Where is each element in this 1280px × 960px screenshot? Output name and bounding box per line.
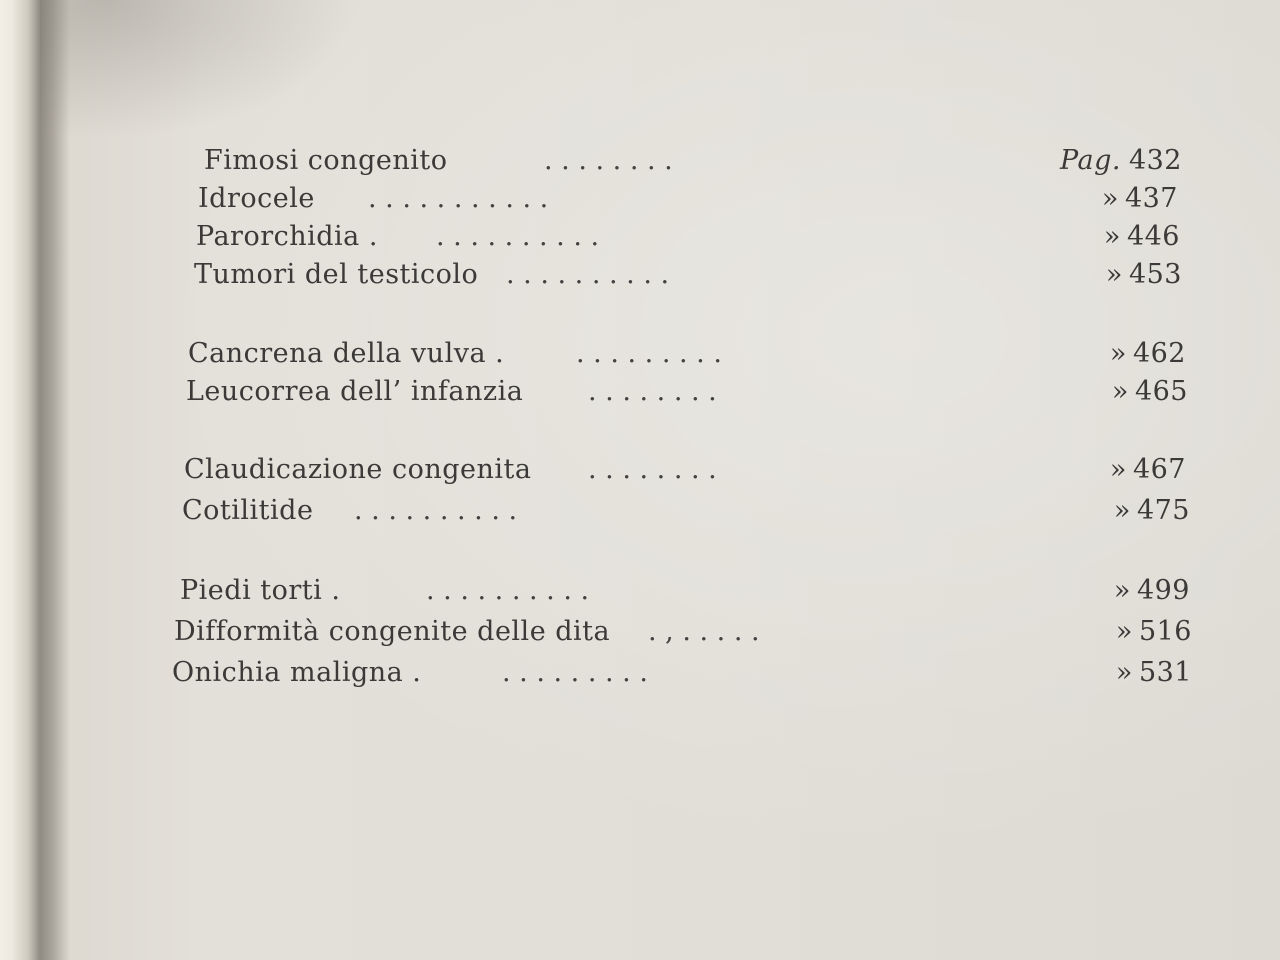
- dot-leader: . . . . . . . .: [544, 145, 673, 176]
- entry-title: Parorchidia .: [196, 221, 378, 252]
- ditto-mark: »: [1103, 221, 1121, 252]
- entry-title: Onichia maligna .: [172, 657, 422, 688]
- entry-title: Cancrena della vulva .: [188, 338, 505, 369]
- entry-page-number: 531: [1138, 657, 1192, 688]
- entry-page-number: 453: [1128, 259, 1182, 290]
- ditto-mark: »: [1115, 657, 1133, 688]
- entry-title: Cotilitide: [182, 495, 314, 526]
- pag-prefix: Pag.: [1060, 145, 1121, 176]
- entry-page-number: 516: [1138, 616, 1192, 647]
- entry-page-ref: [1114, 495, 1190, 526]
- entry-title: Tumori del testicolo: [194, 259, 479, 290]
- dot-leader: . . . . . . . . . . .: [368, 183, 549, 214]
- entry-title: Claudicazione congenita: [184, 454, 532, 485]
- book-gutter: [0, 0, 70, 960]
- toc-entry: [172, 657, 1192, 697]
- page-shadow: [40, 0, 360, 140]
- ditto-mark: »: [1109, 338, 1127, 369]
- dot-leader: . . . . . . . . . .: [426, 575, 590, 606]
- dot-leader: . . . . . . . . .: [576, 338, 722, 369]
- ditto-mark: »: [1113, 495, 1131, 526]
- ditto-mark: »: [1111, 376, 1129, 407]
- entry-page-ref: [1110, 338, 1186, 369]
- entry-page-ref: [1112, 376, 1188, 407]
- ditto-mark: »: [1115, 616, 1133, 647]
- toc-entry: [194, 259, 1182, 299]
- toc-entry: [196, 221, 1180, 261]
- dot-leader: . . . . . . . .: [588, 376, 717, 407]
- dot-leader: . . . . . . . . . .: [436, 221, 600, 252]
- dot-leader: . . . . . . . .: [588, 454, 717, 485]
- entry-page-ref: [1116, 616, 1192, 647]
- entry-page-ref: [1106, 259, 1182, 290]
- toc-entry: [188, 338, 1186, 378]
- ditto-mark: »: [1101, 183, 1119, 214]
- entry-page-number: 475: [1136, 495, 1190, 526]
- entry-title: Piedi torti .: [180, 575, 341, 606]
- toc-entry: [198, 183, 1178, 223]
- entry-page-number: 446: [1126, 221, 1180, 252]
- dot-leader: . . . . . . . . . .: [354, 495, 518, 526]
- entry-page-number: 437: [1124, 183, 1178, 214]
- entry-page-number: 499: [1136, 575, 1190, 606]
- entry-title: Leucorrea dell’ infanzia: [186, 376, 524, 407]
- ditto-mark: »: [1105, 259, 1123, 290]
- entry-title: Difformità congenite delle dita: [174, 616, 611, 647]
- toc-entry: [186, 376, 1188, 416]
- entry-page-ref: [1102, 183, 1178, 214]
- entry-page-ref: [1104, 221, 1180, 252]
- entry-page-number: 432: [1128, 145, 1182, 176]
- ditto-mark: »: [1113, 575, 1131, 606]
- entry-page-ref: [1114, 575, 1190, 606]
- toc-entry: [174, 616, 1192, 656]
- toc-entry: [204, 145, 1182, 185]
- entry-title: Fimosi congenito: [204, 145, 448, 176]
- entry-page-ref: [1060, 145, 1182, 176]
- entry-page-ref: [1110, 454, 1186, 485]
- entry-page-ref: [1116, 657, 1192, 688]
- entry-page-number: 467: [1132, 454, 1186, 485]
- toc-entry: [182, 495, 1190, 535]
- entry-page-number: 465: [1134, 376, 1188, 407]
- entry-title: Idrocele: [198, 183, 315, 214]
- dot-leader: . , . . . . .: [648, 616, 760, 647]
- toc-entry: [180, 575, 1190, 615]
- entry-page-number: 462: [1132, 338, 1186, 369]
- toc-entry: [184, 454, 1186, 494]
- dot-leader: . . . . . . . . .: [502, 657, 648, 688]
- dot-leader: . . . . . . . . . .: [506, 259, 670, 290]
- ditto-mark: »: [1109, 454, 1127, 485]
